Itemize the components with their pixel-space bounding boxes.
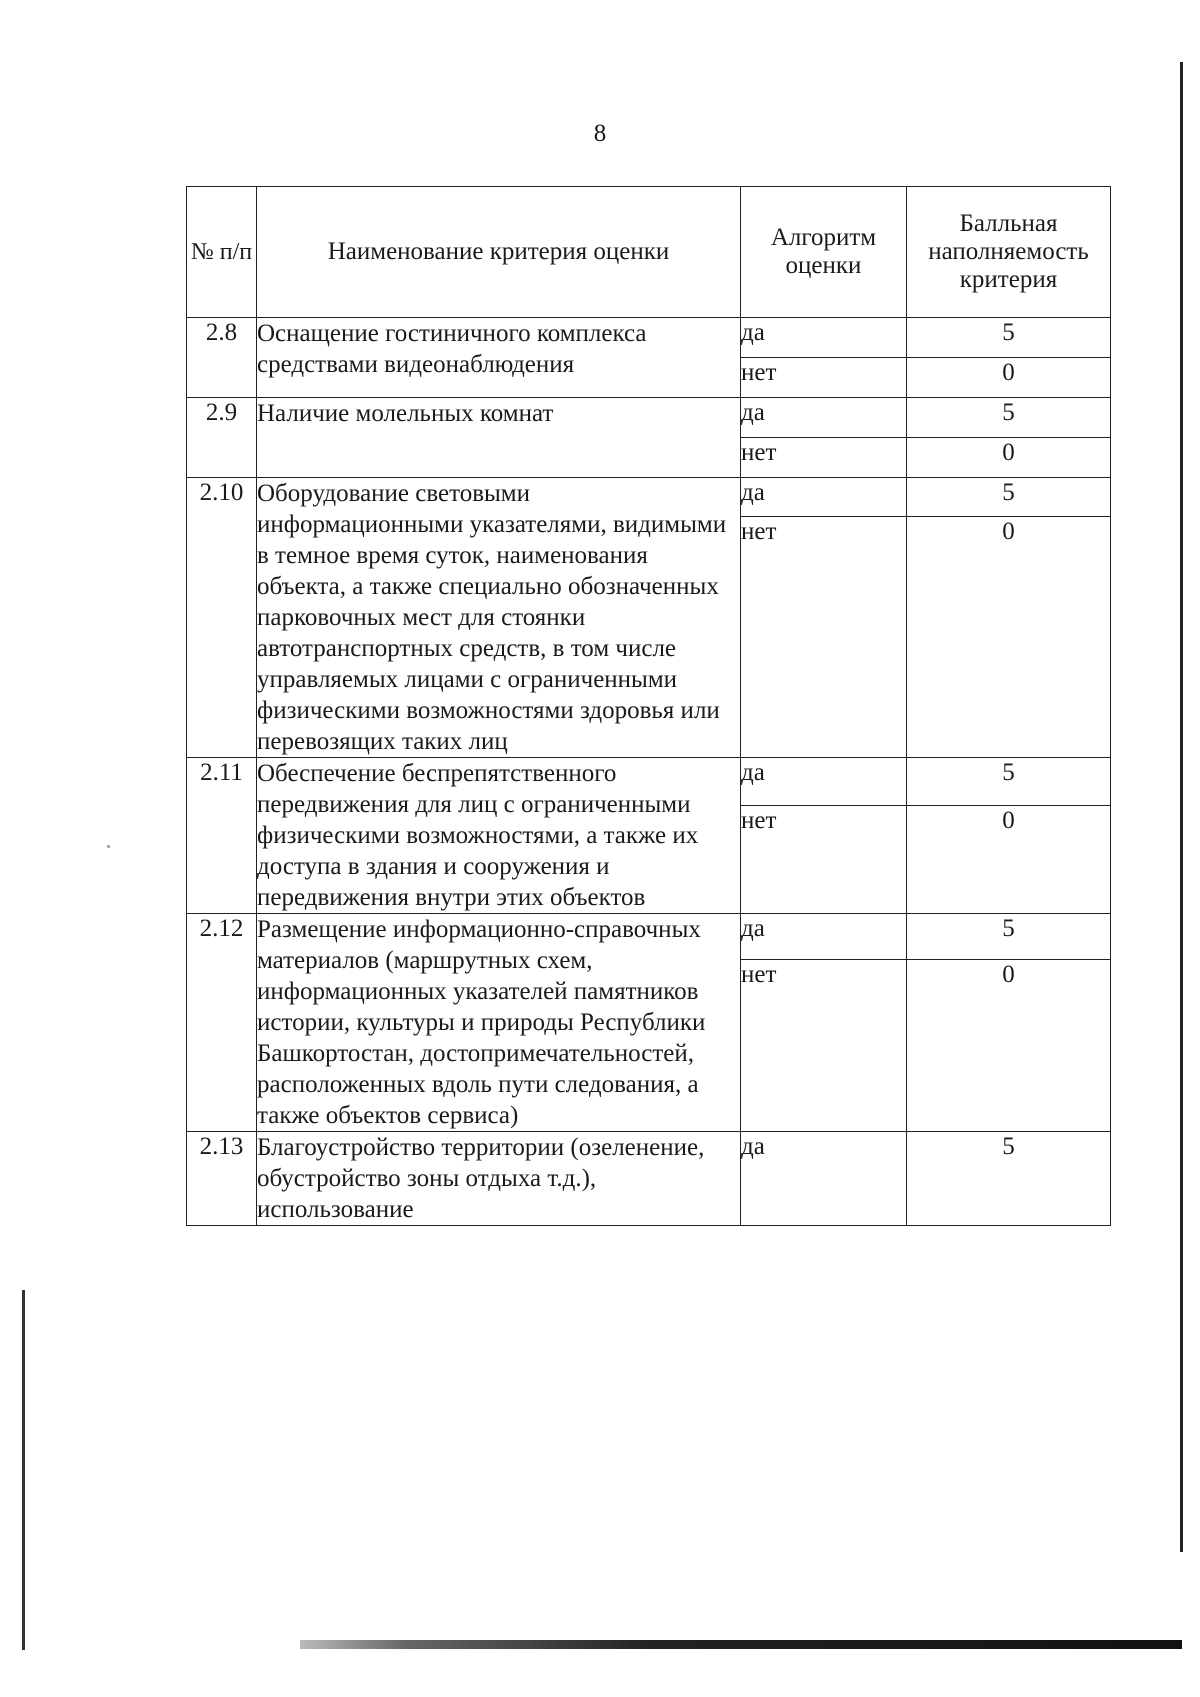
score-cell: 5 [907, 478, 1111, 517]
header-algorithm: Алгоритм оценки [741, 187, 907, 318]
score-cell: 5 [907, 1132, 1111, 1226]
page-number: 8 [593, 120, 607, 147]
algorithm-cell: нет [741, 438, 907, 478]
score-cell: 5 [907, 318, 1111, 358]
criterion-number: 2.12 [187, 914, 257, 1132]
algorithm-cell: нет [741, 358, 907, 398]
criterion-name: Благоустройство территории (озеленение, обустройство зоны отдыха т.д.), использование [257, 1132, 741, 1226]
criterion-name: Оснащение гостиничного комплекса средствами видеонаблюдения [257, 318, 741, 398]
criterion-name: Наличие молельных комнат [257, 398, 741, 478]
criterion-name: Оборудование световыми информационными указателями, видимыми в темное время суток, наименования объекта, а также специально обозначенных парковочных мест для стоянки автотранспортных средств, в том числе управляемых лицами с ограниченными физическими возможностями здоровья или перевозящих таких лиц [257, 478, 741, 758]
criterion-number: 2.13 [187, 1132, 257, 1226]
table-row [187, 318, 1111, 358]
table-row [187, 478, 1111, 517]
table-row [187, 758, 1111, 806]
algorithm-cell: да [741, 318, 907, 358]
score-cell: 0 [907, 438, 1111, 478]
algorithm-cell: нет [741, 517, 907, 758]
criterion-name: Обеспечение беспрепятственного передвижения для лиц с ограниченными физическими возможностями, а также их доступа в здания и сооружения и передвижения внутри этих объектов [257, 758, 741, 914]
algorithm-cell: да [741, 398, 907, 438]
table-row [187, 1132, 1111, 1226]
algorithm-cell: да [741, 1132, 907, 1226]
score-cell: 0 [907, 960, 1111, 1132]
header-score: Балльная наполняемость критерия [907, 187, 1111, 318]
header-number: № п/п [187, 187, 257, 318]
algorithm-cell: нет [741, 806, 907, 914]
criterion-number: 2.10 [187, 478, 257, 758]
score-cell: 0 [907, 806, 1111, 914]
score-cell: 5 [907, 914, 1111, 960]
score-cell: 5 [907, 758, 1111, 806]
criteria-table [186, 186, 1111, 1226]
algorithm-cell: да [741, 914, 907, 960]
score-cell: 0 [907, 358, 1111, 398]
header-criterion-name: Наименование критерия оценки [257, 187, 741, 318]
algorithm-cell: нет [741, 960, 907, 1132]
scan-edge-left [22, 1290, 25, 1650]
algorithm-cell: да [741, 478, 907, 517]
algorithm-cell: да [741, 758, 907, 806]
criterion-name: Размещение информационно-справочных материалов (маршрутных схем, информационных указателей памятников истории, культуры и природы Республики Башкортостан, достопримечательностей, расположенных вдоль пути следования, а также объектов сервиса) [257, 914, 741, 1132]
scan-edge-bottom [300, 1640, 1182, 1649]
table-header-row [187, 187, 1111, 318]
criterion-number: 2.9 [187, 398, 257, 478]
table-row [187, 398, 1111, 438]
criterion-number: 2.11 [187, 758, 257, 914]
criterion-number: 2.8 [187, 318, 257, 398]
scan-edge-right [1180, 62, 1183, 1552]
table-row [187, 914, 1111, 960]
scan-speck [107, 845, 110, 848]
score-cell: 5 [907, 398, 1111, 438]
score-cell: 0 [907, 517, 1111, 758]
